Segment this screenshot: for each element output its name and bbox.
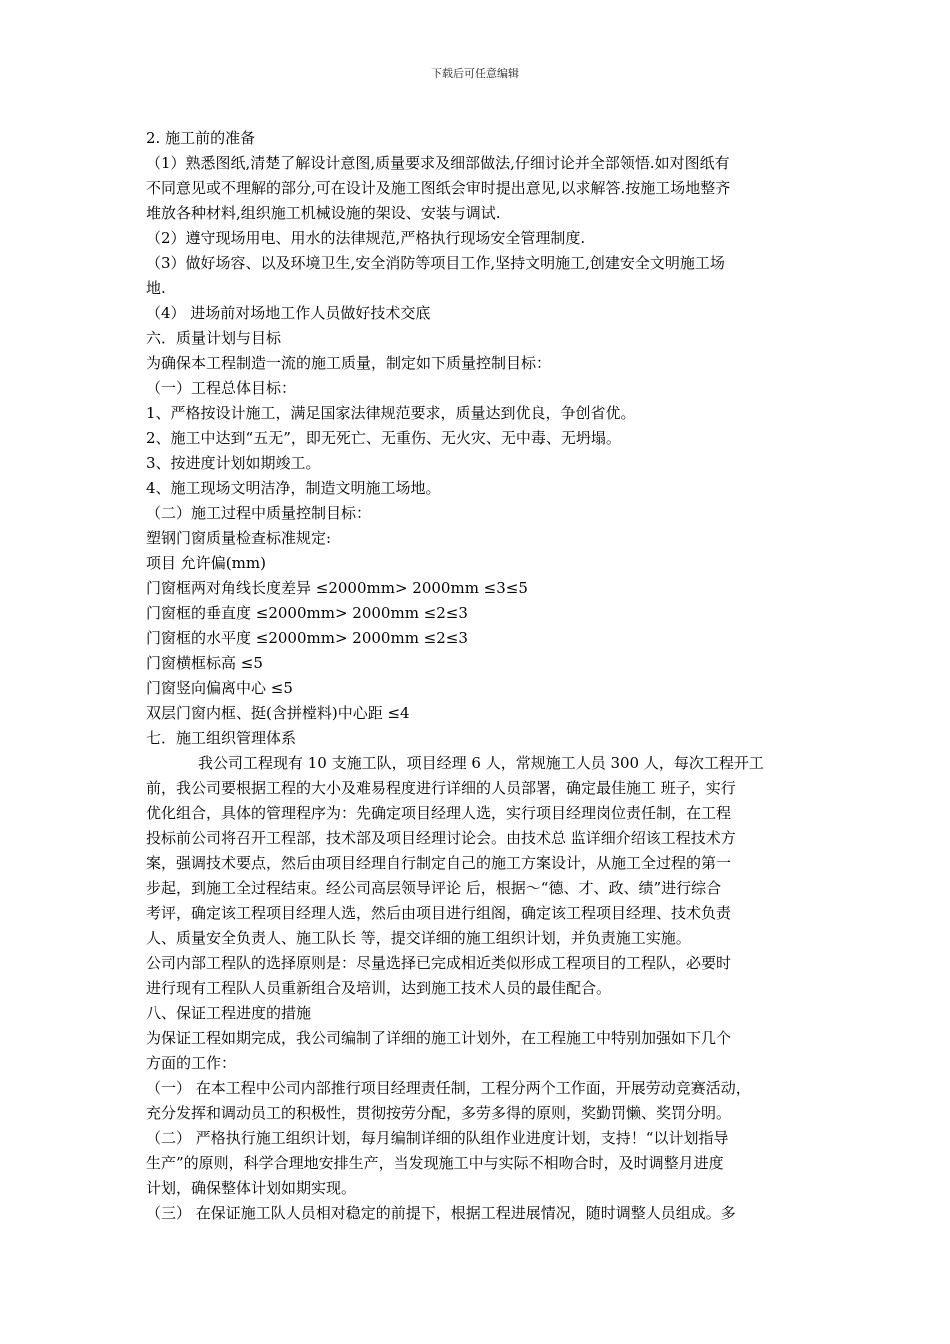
text-line: 人、质量安全负责人、施工队长 等，提交详细的施工组织计划，并负责施工实施。 [146,929,691,947]
text-line: 2、施工中达到“五无”，即无死亡、无重伤、无火灾、无中毒、无坍塌。 [146,429,621,447]
page-header: 下载后可任意编辑 [431,67,519,80]
document-body [146,126,816,1226]
text-line: 项目 允许偏(mm) [146,554,266,572]
text-line: 优化组合，具体的管理程序为：先确定项目经理人选，实行项目经理岗位责任制，在工程 [146,804,732,822]
text-line: 为保证工程如期完成，我公司编制了详细的施工计划外，在工程施工中特别加强如下几个 [146,1029,732,1047]
text-line: 门窗框两对角线长度差异 ≤2000mm> 2000mm ≤3≤5 [146,579,528,597]
text-line: 公司内部工程队的选择原则是：尽量选择已完成相近类似形成工程项目的工程队，必要时 [146,954,732,972]
text-line: 充分发挥和调动员工的积极性，贯彻按劳分配，多劳多得的原则，奖勤罚懒、奖罚分明。 [146,1104,732,1122]
text-line: 门窗框的垂直度 ≤2000mm> 2000mm ≤2≤3 [146,604,468,622]
text-line: 前，我公司要根据工程的大小及难易程度进行详细的人员部署，确定最佳施工 班子，实行 [146,779,736,797]
text-line: 4、施工现场文明洁净，制造文明施工场地。 [146,479,441,497]
text-line: （一） 在本工程中公司内部推行项目经理责任制，工程分两个工作面，开展劳动竞赛活动， [146,1079,751,1097]
text-line: 步起，到施工全过程结束。经公司高层领导评论 后，根据～“德、才、政、绩”进行综合 [146,879,722,897]
text-line: 门窗横框标高 ≤5 [146,654,263,672]
text-line: （4） 进场前对场地工作人员做好技术交底 [146,304,431,322]
text-line: （一）工程总体目标： [146,379,297,397]
text-line: 塑钢门窗质量检查标准规定: [146,529,332,547]
text-line: 地. [146,279,166,297]
text-line: 不同意见或不理解的部分,可在设计及施工图纸会审时提出意见,以求解答.按施工场地整齐 [146,179,731,197]
section-heading: 七．施工组织管理体系 [146,729,297,747]
text-line: 案，强调技术要点，然后由项目经理自行制定自己的施工方案设计，从施工全过程的第一 [146,854,732,872]
section-heading: 六．质量计划与目标 [146,329,282,347]
text-line: 堆放各种材料,组织施工机械设施的架设、安装与调试. [146,204,501,222]
text-line: （二）施工过程中质量控制目标： [146,504,372,522]
section-heading: 八、保证工程进度的措施 [146,1004,312,1022]
text-line: （3）做好场容、以及环境卫生,安全消防等项目工作,坚持文明施工,创建安全文明施工场 [146,254,725,272]
text-line: 生产”的原则，科学合理地安排生产，当发现施工中与实际不相吻合时，及时调整月进度 [146,1154,724,1172]
text-line: （二） 严格执行施工组织计划，每月编制详细的队组作业进度计划，支持！“以计划指导 [146,1129,729,1147]
text-line: 双层门窗内框、挺(含拼樘料)中心距 ≤4 [146,704,410,722]
text-line: 为确保本工程制造一流的施工质量，制定如下质量控制目标： [146,354,552,372]
text-line: 门窗竖向偏离中心 ≤5 [146,679,293,697]
text-line: 方面的工作： [146,1054,237,1072]
section-heading: 2. 施工前的准备 [146,129,256,147]
paragraph-first-line: 我公司工程现有 10 支施工队，项目经理 6 人，常规施工人员 300 人，每次工程开工 [198,754,764,772]
text-line: （2）遵守现场用电、用水的法律规范,严格执行现场安全管理制度. [146,229,586,247]
text-line: 1、严格按设计施工，满足国家法律规范要求，质量达到优良，争创省优。 [146,404,636,422]
text-line: 3、按进度计划如期竣工。 [146,454,321,472]
text-line: （1）熟悉图纸,清楚了解设计意图,质量要求及细部做法,仔细讨论并全部领悟.如对图纸有 [146,154,730,172]
text-line: 投标前公司将召开工程部，技术部及项目经理讨论会。由技术总 监详细介绍该工程技术方 [146,829,736,847]
text-line: 计划，确保整体计划如期实现。 [146,1179,357,1197]
text-line: （三） 在保证施工队人员相对稳定的前提下，根据工程进展情况，随时调整人员组成。多 [146,1204,736,1222]
text-line: 进行现有工程队人员重新组合及培训，达到施工技术人员的最佳配合。 [146,979,612,997]
text-line: 考评，确定该工程项目经理人选，然后由项目进行组阁，确定该工程项目经理、技术负责 [146,904,732,922]
text-line: 门窗框的水平度 ≤2000mm> 2000mm ≤2≤3 [146,629,468,647]
